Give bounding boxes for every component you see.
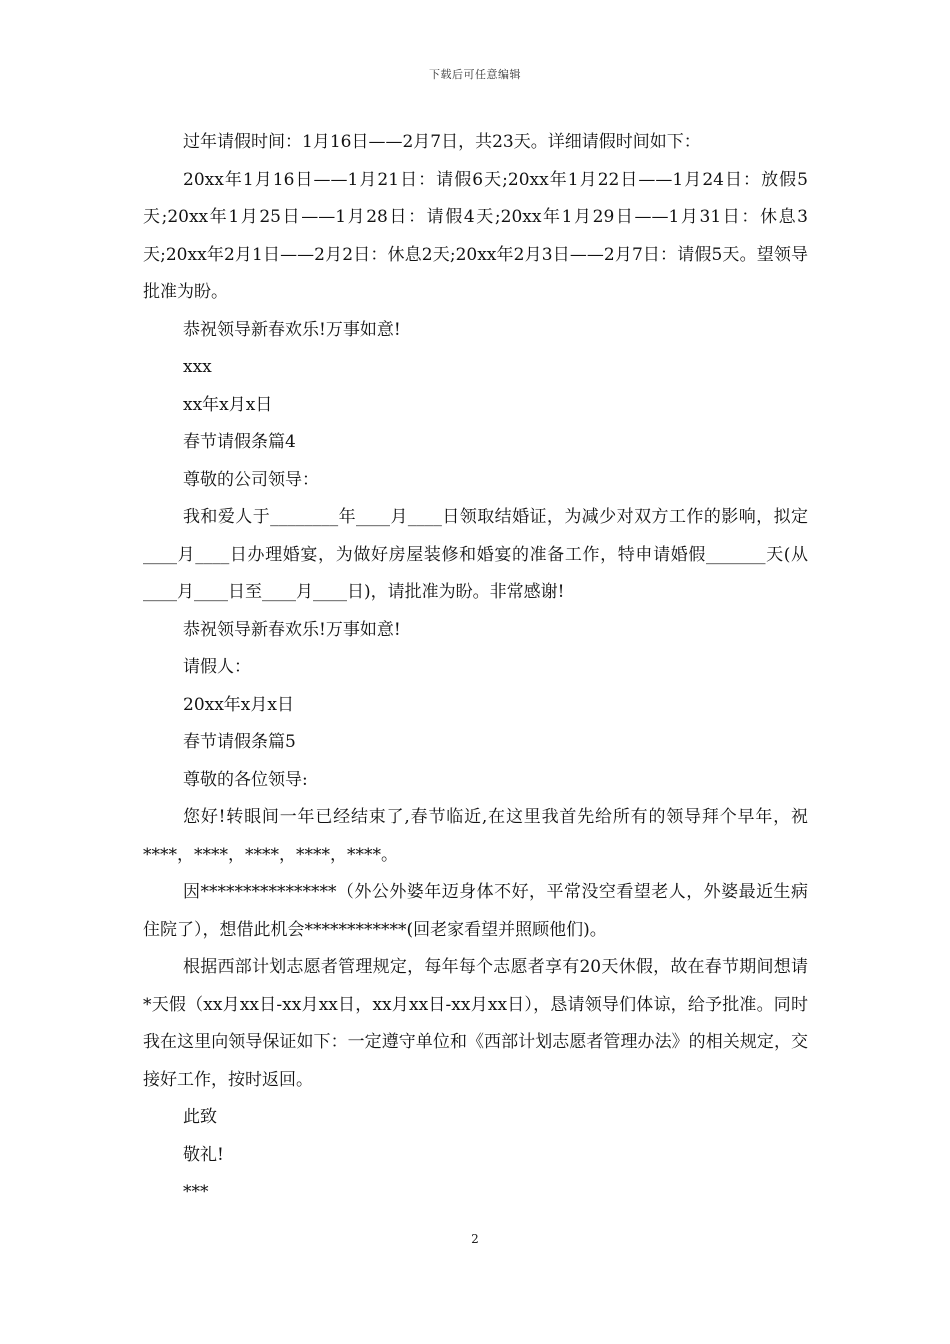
paragraph-date: xx年x月x日 [183,394,273,415]
paragraph-leave-period: 过年请假时间：1月16日——2月7日，共23天。详细请假时间如下： [183,132,701,152]
section-title-4: 春节请假条篇4 [183,432,296,452]
paragraph-regards: 敬礼! [183,1144,224,1165]
paragraph-date-4: 20xx年x月x日 [183,694,294,715]
paragraph-request: 根据西部计划志愿者管理规定，每年每个志愿者享有20天休假，故在春节期间想请*天假（xx月xx日-xx月xx日，xx月xx日-xx月xx日），恳请领导们体谅，给予批准。同时我在这里向领导保证如下：一定遵守单位和《西部计划志愿者管理办法》的相关规定，交接好工作，按时返回。 [143,957,808,1090]
paragraph-salutation-4: 尊敬的公司领导： [183,469,319,490]
paragraph-new-year-wish: 您好!转眼间一年已经结束了,春节临近,在这里我首先给所有的领导拜个早年，祝****，****，****，****，****。 [143,807,808,865]
paragraph-signature: xxx [183,357,212,377]
paragraph-applicant: 请假人： [183,657,251,677]
page-header: 下载后可任意编辑 [429,68,521,81]
paragraph-marriage-leave: 我和爱人于________年____月____日领取结婚证，为减少对双方工作的影响，拟定____月____日办理婚宴，为做好房屋装修和婚宴的准备工作，特申请婚假_______天(从____月____日至____月____日)，请批准为盼。非常感谢! [143,507,808,602]
page-number: 2 [471,1232,479,1246]
paragraph-closing: 此致 [183,1107,217,1127]
paragraph-reason: 因****************（外公外婆年迈身体不好，平常没空看望老人，外婆最近生病住院了），想借此机会************(回老家看望并照顾他们)。 [143,882,808,940]
document-body [143,124,808,1212]
paragraph-greeting-4: 恭祝领导新春欢乐!万事如意! [183,619,401,640]
section-title-5: 春节请假条篇5 [183,732,296,752]
paragraph-leave-details: 20xx年1月16日——1月21日：请假6天;20xx年1月22日——1月24日：放假5天;20xx年1月25日——1月28日：请假4天;20xx年1月29日——1月31日：休息3天;20xx年2月1日——2月2日：休息2天;20xx年2月3日——2月7日：请假5天。望领导批准为盼。 [143,169,808,302]
paragraph-signature-5: *** [183,1182,209,1202]
paragraph-greeting: 恭祝领导新春欢乐!万事如意! [183,319,401,340]
paragraph-salutation-5: 尊敬的各位领导: [183,769,308,790]
